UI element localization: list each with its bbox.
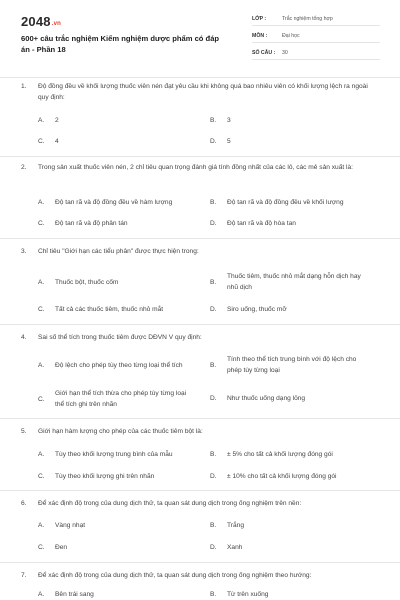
meta-class-row <box>252 12 380 26</box>
question-number: 1. <box>21 83 27 90</box>
option-letter: B. <box>210 361 217 369</box>
option-letter: D. <box>210 473 217 480</box>
meta-subject-row <box>252 29 380 43</box>
option-letter: D. <box>210 395 217 402</box>
option-a[interactable] <box>38 271 195 293</box>
option-letter: C. <box>38 544 45 551</box>
option-text: Vàng nhạt <box>55 522 86 529</box>
question-text: Chỉ tiêu "Giới hạn các tiểu phân" được thực hiện trong: <box>38 248 199 255</box>
option-b[interactable] <box>210 354 367 376</box>
option-a[interactable] <box>38 115 195 126</box>
option-text: ± 10% cho tất cả khối lượng đóng gói <box>227 473 337 480</box>
site-logo[interactable]: 2048.vn <box>21 14 62 29</box>
option-letter: B. <box>210 199 217 206</box>
option-text: ± 5% cho tất cả khối lượng đóng gói <box>227 451 333 458</box>
option-d[interactable] <box>210 218 367 229</box>
question-stem <box>21 570 378 581</box>
question-stem <box>21 162 378 173</box>
option-text: Tùy theo khối lượng ghi trên nhãn <box>55 473 155 480</box>
option-text: Như thuốc uống dạng lỏng <box>227 395 306 402</box>
option-text: 3 <box>227 117 231 124</box>
option-letter: A. <box>38 522 45 529</box>
option-letter: B. <box>210 278 217 286</box>
option-c[interactable] <box>38 471 195 482</box>
option-c[interactable] <box>38 304 195 315</box>
option-text: Trắng <box>227 522 244 529</box>
option-text: Độ tan rã và độ đồng đều về hàm lượng <box>55 199 173 206</box>
question-divider <box>0 418 400 419</box>
option-a[interactable] <box>38 449 195 460</box>
question-text: Sai số thể tích trong thuốc tiêm được DĐVN V quy định: <box>38 334 202 341</box>
document-header <box>0 0 400 80</box>
meta-value: Trắc nghiệm tổng hợp <box>282 15 333 22</box>
option-c[interactable] <box>38 136 195 147</box>
option-letter: A. <box>38 361 45 369</box>
option-text: Bên trái sang <box>55 591 94 598</box>
option-c[interactable] <box>38 542 195 553</box>
question-divider <box>0 238 400 239</box>
question-divider <box>0 562 400 563</box>
option-letter: B. <box>210 117 217 124</box>
option-c[interactable] <box>38 388 195 410</box>
option-b[interactable] <box>210 197 367 208</box>
question-text: Để xác định độ trong của dung dịch thử, ta quan sát dung dịch trong ống nghiệm theo hướng: <box>38 572 312 579</box>
option-d[interactable] <box>210 542 367 553</box>
option-b[interactable] <box>210 115 367 126</box>
option-letter: C. <box>38 473 45 480</box>
option-text: Độ tan rã và độ đồng đều về khối lượng <box>227 199 344 206</box>
option-letter: D. <box>210 138 217 145</box>
option-letter: B. <box>210 591 217 598</box>
question-text: Trong sản xuất thuốc viên nén, 2 chỉ tiêu quan trọng đánh giá tính đồng nhất của các lô, các mẻ sản xuất là: <box>38 164 353 171</box>
option-text: Độ lệch cho phép tùy theo từng loại thể tích <box>55 361 183 369</box>
option-letter: A. <box>38 199 45 206</box>
option-letter: D. <box>210 544 217 551</box>
option-letter: A. <box>38 591 45 598</box>
option-a[interactable] <box>38 520 195 531</box>
option-a[interactable] <box>38 589 195 600</box>
question-stem <box>21 246 378 257</box>
option-letter: A. <box>38 451 45 458</box>
option-letter: C. <box>38 395 45 403</box>
option-text: Thuốc bột, thuốc cốm <box>55 278 119 286</box>
option-text: Tùy theo khối lượng trung bình của mẫu <box>55 451 173 458</box>
option-d[interactable] <box>210 136 367 147</box>
option-d[interactable] <box>210 304 367 315</box>
question-number: 2. <box>21 164 27 171</box>
header-divider <box>0 77 400 78</box>
option-text: Đen <box>55 544 68 551</box>
question-text: Để xác định độ trong của dung dịch thử, ta quan sát dung dịch trong ống nghiệm trên nền: <box>38 500 302 507</box>
option-letter: A. <box>38 117 45 124</box>
option-b[interactable] <box>210 449 367 460</box>
option-text: Tính theo thể tích trung bình với độ lệch cho phép tùy từng loại <box>227 356 357 374</box>
question-stem <box>21 81 378 103</box>
option-a[interactable] <box>38 354 195 376</box>
meta-label: LỚP : <box>252 15 267 22</box>
question-divider <box>0 490 400 491</box>
question-divider <box>0 156 400 157</box>
meta-label: MÔN : <box>252 32 268 39</box>
option-b[interactable] <box>210 520 367 531</box>
option-text: Độ tan rã và độ phân tán <box>55 220 128 227</box>
option-text: Siro uống, thuốc mỡ <box>227 306 287 313</box>
document-title: 600+ câu trắc nghiệm Kiểm nghiệm dược phẩm có đáp án - Phần 18 <box>21 34 220 54</box>
option-letter: B. <box>210 451 217 458</box>
question-number: 7. <box>21 572 27 579</box>
option-text: 2 <box>55 117 59 124</box>
option-text: 5 <box>227 138 231 145</box>
option-letter: C. <box>38 138 45 145</box>
question-stem <box>21 498 378 509</box>
question-number: 3. <box>21 248 27 255</box>
meta-count-row <box>252 46 380 60</box>
option-d[interactable] <box>210 393 367 404</box>
question-stem <box>21 332 378 343</box>
document-meta <box>252 12 380 63</box>
option-letter: C. <box>38 220 45 227</box>
question-text: Giới hạn hàm lượng cho phép của các thuốc tiêm bột là: <box>38 428 203 435</box>
option-letter: D. <box>210 306 217 313</box>
question-number: 4. <box>21 334 27 341</box>
option-letter: D. <box>210 220 217 227</box>
question-number: 5. <box>21 428 27 435</box>
option-text: Tất cả các thuốc tiêm, thuốc nhỏ mắt <box>55 306 164 313</box>
option-d[interactable] <box>210 471 367 482</box>
option-letter: A. <box>38 278 45 286</box>
option-b[interactable] <box>210 589 367 600</box>
option-b[interactable] <box>210 271 367 293</box>
option-text: Từ trên xuống <box>227 591 269 598</box>
option-letter: C. <box>38 306 45 313</box>
meta-value: Đại học <box>282 32 300 39</box>
option-text: Thuốc tiêm, thuốc nhỏ mắt dạng hỗn dịch hay nhũ dịch <box>227 273 361 291</box>
meta-label: SỐ CÂU : <box>252 49 276 56</box>
meta-value: 30 <box>282 49 288 56</box>
option-text: Độ tan rã và độ hòa tan <box>227 220 296 227</box>
question-number: 6. <box>21 500 27 507</box>
option-text: 4 <box>55 138 59 145</box>
question-divider <box>0 324 400 325</box>
option-text: Xanh <box>227 544 243 551</box>
question-stem <box>21 426 378 437</box>
option-c[interactable] <box>38 218 195 229</box>
option-text: Giới hạn thể tích thừa cho phép tùy từng loại thể tích ghi trên nhãn <box>55 390 187 408</box>
option-a[interactable] <box>38 197 195 208</box>
option-letter: B. <box>210 522 217 529</box>
question-text: Độ đồng đều về khối lượng thuốc viên nén đạt yêu cầu khi không quá bao nhiêu viên có khối lượng lệch ra ngoài quy định: <box>38 83 368 101</box>
